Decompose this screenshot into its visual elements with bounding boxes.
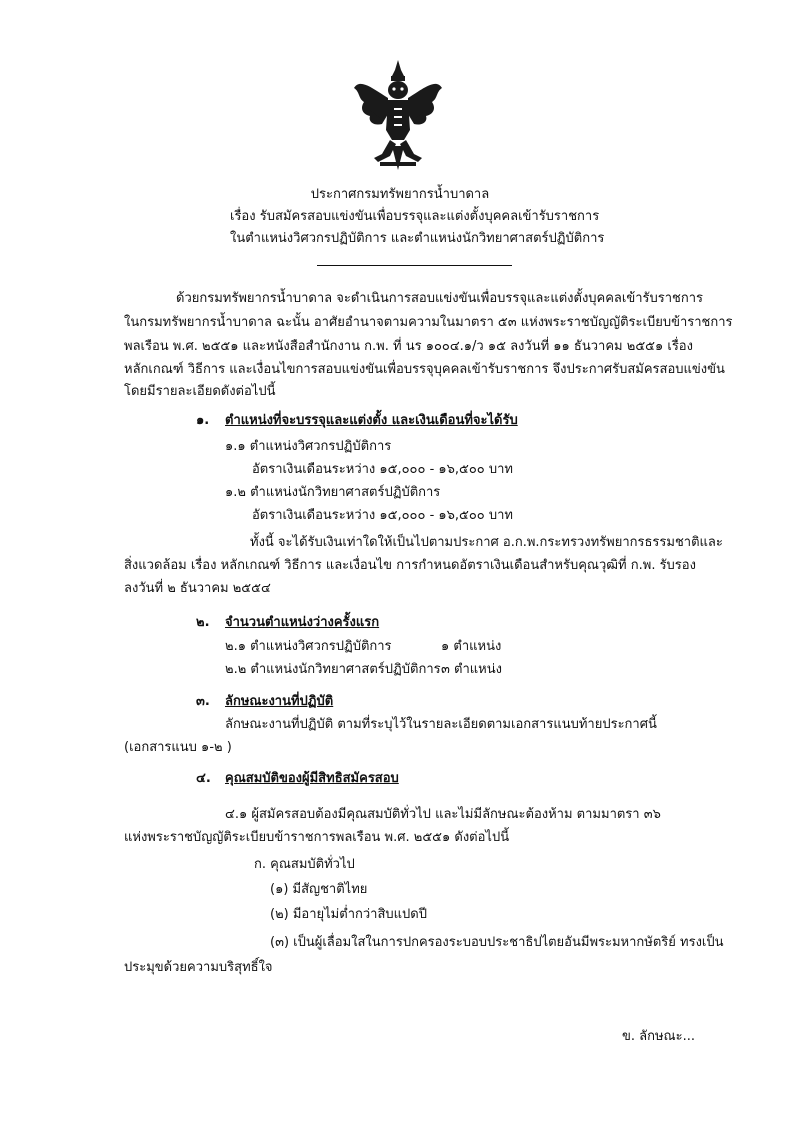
section4-para1-line1: ๔.๑ ผู้สมัครสอบต้องมีคุณสมบัติทั่วไป และไม่มีลักษณะต้องห้าม ตามมาตรา ๓๖ — [225, 807, 661, 822]
section2-item1-count: ๑ ตำแหน่ง — [441, 639, 502, 654]
section2-item2-label: ๒.๒ ตำแหน่งนักวิทยาศาสตร์ปฏิบัติการ — [225, 662, 441, 677]
section1-note-line1: ทั้งนี้ จะได้รับเงินเท่าใดให้เป็นไปตามประกาศ อ.ก.พ.กระทรวงทรัพยากรธรรมชาติและ — [250, 535, 723, 550]
intro-line-4: หลักเกณฑ์ วิธีการ และเงื่อนไขการสอบแข่งขันเพื่อบรรจุบุคคลเข้ารับราชการ จึงประกาศรับสมัครสอบแข่งขัน — [124, 362, 725, 377]
section3-line2: (เอกสารแนบ ๑-๒ ) — [124, 740, 232, 755]
section1-title: ตำแหน่งที่จะบรรจุและแต่งตั้ง และเงินเดือนที่จะได้รับ — [225, 413, 518, 428]
section4-sub-a: ก. คุณสมบัติทั่วไป — [254, 857, 355, 872]
section1-note-line3: ลงวันที่ ๒ ธันวาคม ๒๕๕๔ — [124, 581, 271, 596]
section4-title: คุณสมบัติของผู้มีสิทธิสมัครสอบ — [225, 771, 399, 786]
section4-item-1: (๑) มีสัญชาติไทย — [270, 882, 368, 897]
announcement-subject-line1: เรื่อง รับสมัครสอบแข่งขันเพื่อบรรจุและแต่งตั้งบุคคลเข้ารับราชการ — [230, 209, 600, 224]
section4-item-3-cont: ประมุขด้วยความบริสุทธิ์ใจ — [124, 960, 273, 975]
intro-line-2: ในกรมทรัพยากรน้ำบาดาล ฉะนั้น อาศัยอำนาจตามความในมาตรา ๕๓ แห่งพระราชบัญญัติระเบียบข้าราชการ — [124, 315, 733, 330]
garuda-emblem-icon — [352, 58, 444, 174]
section1-number: ๑. — [196, 413, 210, 428]
announcement-subject-line2: ในตำแหน่งวิศวกรปฏิบัติการ และตำแหน่งนักวิทยาศาสตร์ปฏิบัติการ — [230, 231, 605, 246]
section1-item2-label: ๑.๒ ตำแหน่งนักวิทยาศาสตร์ปฏิบัติการ — [225, 485, 441, 500]
section2-item1-label: ๒.๑ ตำแหน่งวิศวกรปฏิบัติการ — [225, 639, 392, 654]
section1-item1-salary: อัตราเงินเดือนระหว่าง ๑๕,๐๐๐ - ๑๖,๕๐๐ บาท — [252, 462, 513, 477]
section2-number: ๒. — [196, 615, 210, 630]
section4-item-2: (๒) มีอายุไม่ต่ำกว่าสิบแปดปี — [270, 907, 427, 922]
intro-line-3: พลเรือน พ.ศ. ๒๕๕๑ และหนังสือสำนักงาน ก.พ. ที่ นร ๑๐๐๔.๑/ว ๑๕ ลงวันที่ ๑๑ ธันวาคม ๒๕๕๑ เรื่อง — [124, 339, 693, 354]
section1-item2-salary: อัตราเงินเดือนระหว่าง ๑๕,๐๐๐ - ๑๖,๕๐๐ บาท — [252, 508, 513, 523]
section4-number: ๔. — [196, 771, 211, 786]
announcement-org: ประกาศกรมทรัพยากรน้ำบาดาล — [310, 187, 490, 202]
section3-title: ลักษณะงานที่ปฏิบัติ — [225, 694, 334, 709]
section1-note-line2: สิ่งแวดล้อม เรื่อง หลักเกณฑ์ วิธีการ และเงื่อนไข การกำหนดอัตราเงินเดือนสำหรับคุณวุฒิที่ ก.พ. รับรอง — [124, 558, 696, 573]
page-continuation: ข. ลักษณะ... — [622, 1029, 695, 1044]
section3-line1: ลักษณะงานที่ปฏิบัติ ตามที่ระบุไว้ในรายละเอียดตามเอกสารแนบท้ายประกาศนี้ — [225, 717, 657, 732]
section4-para1-line2: แห่งพระราชบัญญัติระเบียบข้าราชการพลเรือน พ.ศ. ๒๕๕๑ ดังต่อไปนี้ — [124, 830, 510, 845]
intro-line-5: โดยมีรายละเอียดดังต่อไปนี้ — [124, 384, 276, 399]
section4-item-3: (๓) เป็นผู้เลื่อมใสในการปกครองระบอบประชาธิปไตยอันมีพระมหากษัตริย์ ทรงเป็น — [270, 935, 724, 950]
intro-line-1: ด้วยกรมทรัพยากรน้ำบาดาล จะดำเนินการสอบแข่งขันเพื่อบรรจุและแต่งตั้งบุคคลเข้ารับราชการ — [176, 291, 704, 306]
section2-item2-count: ๓ ตำแหน่ง — [441, 662, 502, 677]
section3-number: ๓. — [196, 694, 210, 709]
section2-title: จำนวนตำแหน่งว่างครั้งแรก — [225, 615, 380, 630]
section1-item1-label: ๑.๑ ตำแหน่งวิศวกรปฏิบัติการ — [225, 439, 392, 454]
header-divider — [317, 265, 512, 266]
